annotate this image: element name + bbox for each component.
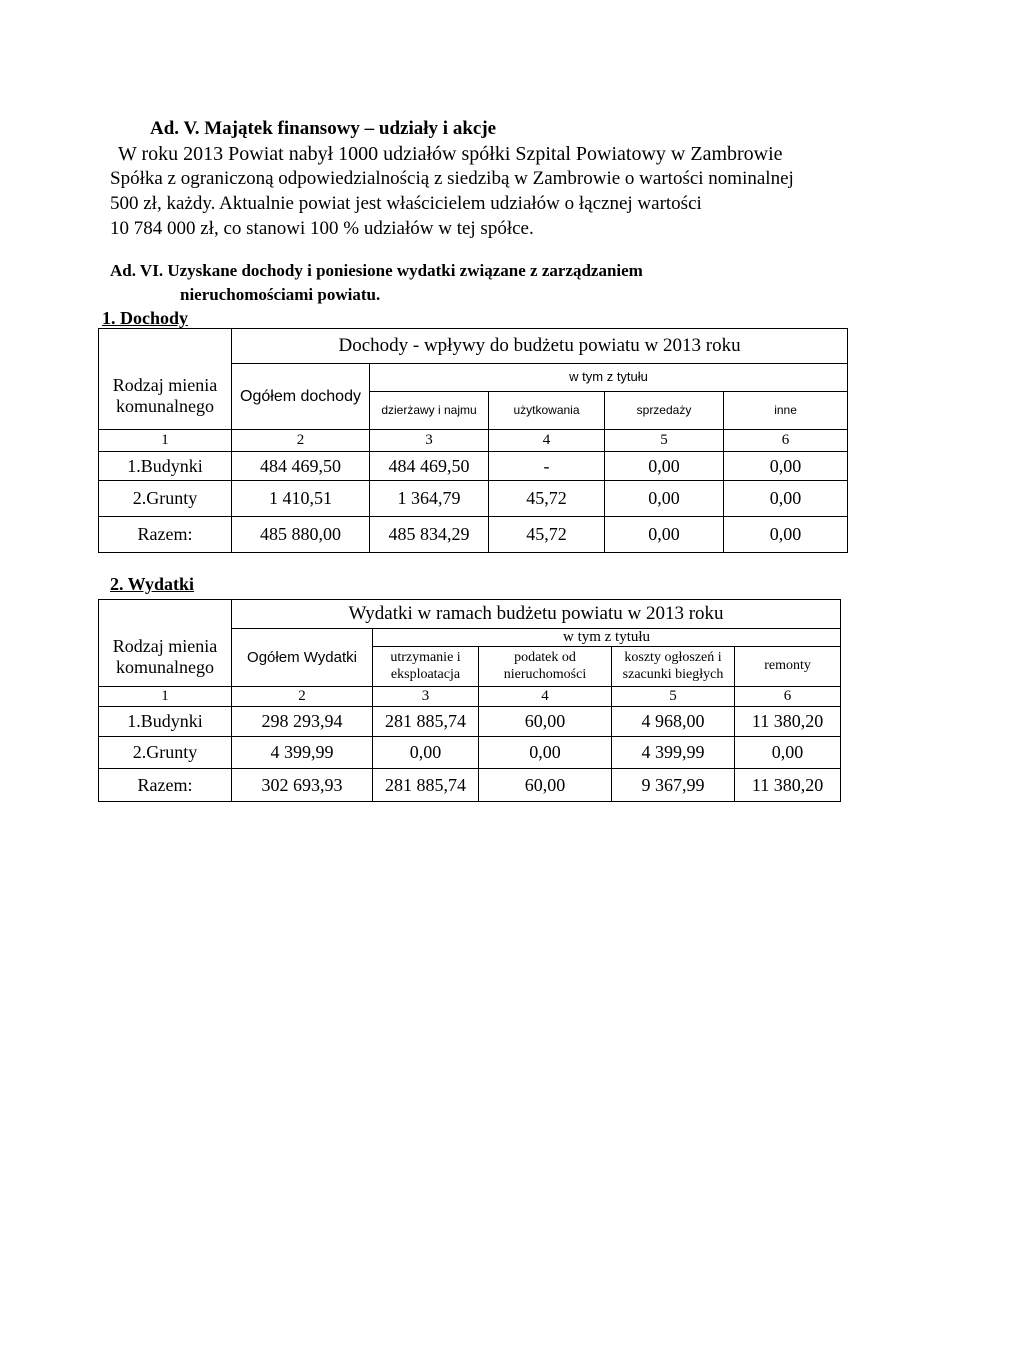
wydatki-table [98,599,841,802]
table-row-total [99,769,841,802]
wydatki-col-podatek: podatek od nieruchomości [479,647,612,687]
section-vi-heading-cont: nieruchomościami powiatu. [180,285,381,304]
cell-uzytkowania: - [489,452,605,481]
dochody-colnum: 5 [605,430,724,452]
cell-ogolem: 485 880,00 [232,517,370,553]
cell-podatek: 0,00 [479,737,612,769]
cell-sprzedazy: 0,00 [605,481,724,517]
section-v-line-4: 10 784 000 zł, co stanowi 100 % udziałów w tej spółce. [110,218,534,239]
dochody-colnum: 4 [489,430,605,452]
dochody-corner-cell [99,329,232,364]
row-label: Razem: [99,769,232,802]
cell-dzierzawy: 1 364,79 [370,481,489,517]
row-label: Razem: [99,517,232,553]
cell-dzierzawy: 485 834,29 [370,517,489,553]
cell-inne: 0,00 [724,517,848,553]
row-label: 2.Grunty [99,481,232,517]
dochody-w-tym: w tym z tytułu [370,364,848,392]
section-v-heading: Ad. V. Majątek finansowy – udziały i akcje [150,118,497,139]
cell-uzytkowania: 45,72 [489,481,605,517]
cell-utrzymanie: 0,00 [373,737,479,769]
cell-podatek: 60,00 [479,707,612,737]
section-v-line-1: W roku 2013 Powiat nabył 1000 udziałów spółki Szpital Powiatowy w Zambrowie [118,143,783,165]
wydatki-corner-cell [99,600,232,629]
dochody-col-dzierzawy: dzierżawy i najmu [370,392,489,430]
dochody-heading: 1. Dochody [102,308,189,328]
dochody-colnum: 1 [99,430,232,452]
wydatki-col-rodzaj: Rodzaj mienia komunalnego [99,629,232,687]
dochody-colnum: 3 [370,430,489,452]
cell-inne: 0,00 [724,481,848,517]
cell-remonty: 0,00 [735,737,841,769]
cell-utrzymanie: 281 885,74 [373,707,479,737]
cell-dzierzawy: 484 469,50 [370,452,489,481]
cell-podatek: 60,00 [479,769,612,802]
cell-sprzedazy: 0,00 [605,517,724,553]
dochody-col-rodzaj: Rodzaj mienia komunalnego [99,364,232,430]
dochody-col-uzytkowania: użytkowania [489,392,605,430]
cell-remonty: 11 380,20 [735,769,841,802]
wydatki-col-utrzymanie: utrzymanie i eksploatacja [373,647,479,687]
wydatki-colnum: 6 [735,687,841,707]
cell-inne: 0,00 [724,452,848,481]
dochody-table [98,328,848,553]
table-row [99,737,841,769]
wydatki-colnum: 2 [232,687,373,707]
table-row [99,481,848,517]
wydatki-col-remonty: remonty [735,647,841,687]
dochody-col-ogolem: Ogółem dochody [232,364,370,430]
dochody-col-inne: inne [724,392,848,430]
wydatki-title: Wydatki w ramach budżetu powiatu w 2013 roku [232,600,841,629]
wydatki-colnum: 4 [479,687,612,707]
wydatki-colnum: 1 [99,687,232,707]
cell-ogolem: 1 410,51 [232,481,370,517]
section-v-line-2: Spółka z ograniczoną odpowiedzialnością z siedzibą w Zambrowie o wartości nominalnej [110,168,794,189]
dochody-col-sprzedazy: sprzedaży [605,392,724,430]
cell-ogolem: 298 293,94 [232,707,373,737]
cell-utrzymanie: 281 885,74 [373,769,479,802]
wydatki-colnum: 5 [612,687,735,707]
table-row [99,452,848,481]
cell-koszty: 4 968,00 [612,707,735,737]
wydatki-w-tym: w tym z tytułu [373,629,841,647]
wydatki-col-ogolem: Ogółem Wydatki [232,629,373,687]
cell-koszty: 9 367,99 [612,769,735,802]
dochody-colnum: 2 [232,430,370,452]
wydatki-colnum: 3 [373,687,479,707]
wydatki-col-koszty: koszty ogłoszeń i szacunki biegłych [612,647,735,687]
wydatki-heading: 2. Wydatki [110,574,195,594]
dochody-title: Dochody - wpływy do budżetu powiatu w 2013 roku [232,329,848,364]
cell-sprzedazy: 0,00 [605,452,724,481]
cell-ogolem: 484 469,50 [232,452,370,481]
table-row [99,707,841,737]
section-v-line-3: 500 zł, każdy. Aktualnie powiat jest właścicielem udziałów o łącznej wartości [110,193,702,214]
section-vi-heading: Ad. VI. Uzyskane dochody i poniesione wydatki związane z zarządzaniem [110,261,643,280]
cell-koszty: 4 399,99 [612,737,735,769]
cell-ogolem: 302 693,93 [232,769,373,802]
table-row-total [99,517,848,553]
row-label: 2.Grunty [99,737,232,769]
dochody-colnum: 6 [724,430,848,452]
cell-ogolem: 4 399,99 [232,737,373,769]
cell-uzytkowania: 45,72 [489,517,605,553]
row-label: 1.Budynki [99,707,232,737]
row-label: 1.Budynki [99,452,232,481]
cell-remonty: 11 380,20 [735,707,841,737]
